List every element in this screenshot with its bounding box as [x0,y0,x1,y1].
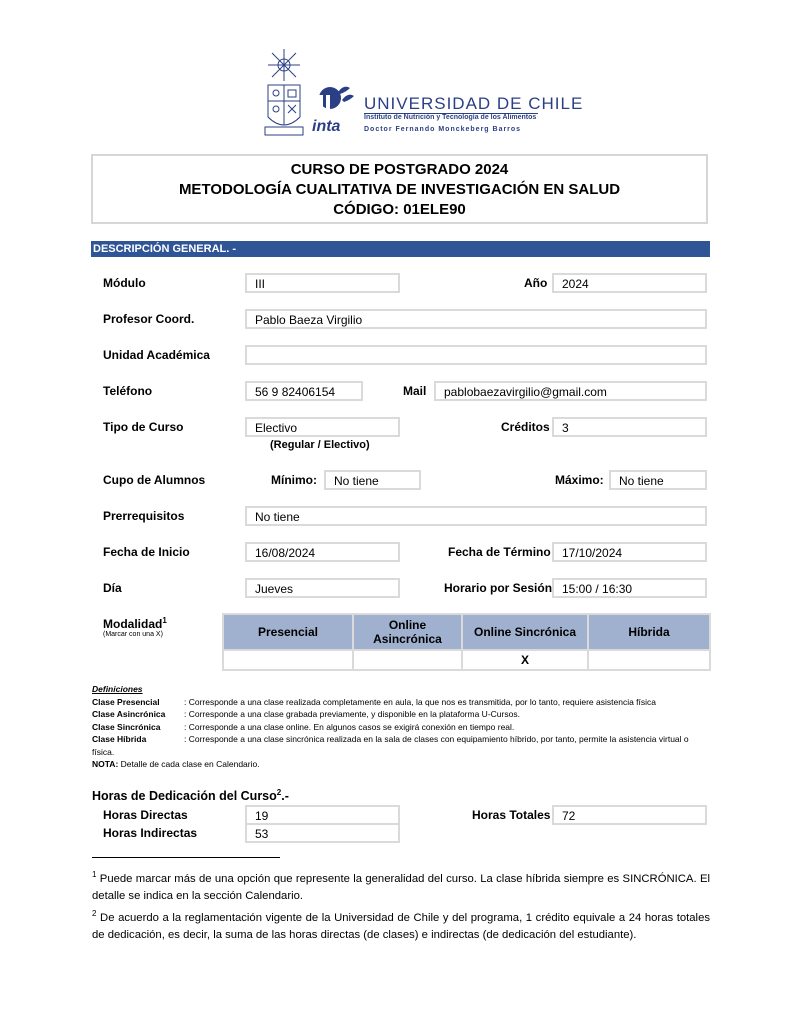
definicion-text: : Corresponde a una clase grabada previamente, y disponible en la plataforma U-Cursos. [184,709,520,719]
footnote-2-number: 2 [92,908,97,918]
definicion-term: Clase Híbrida [92,734,147,744]
definicion-term: Clase Sincrónica [92,721,161,732]
creditos-field[interactable]: 3 [552,417,707,437]
creditos-label: Créditos [501,420,550,434]
modalidad-label [103,616,167,631]
inicio-field[interactable]: 16/08/2024 [245,542,400,562]
modalidad-header-presencial: Presencial [223,614,353,650]
unidad-field[interactable] [245,345,707,365]
nota-label: NOTA: [92,759,119,769]
tipo-field[interactable]: Electivo [245,417,400,437]
definiciones-title: Definiciones [92,684,143,694]
cupo-label: Cupo de Alumnos [103,473,206,487]
definicion-item [92,708,712,721]
modalidad-table [222,613,711,671]
inta-logo-icon [310,82,360,138]
definicion-item [92,696,712,709]
horas-footnote-ref: 2 [276,788,282,797]
university-name: UNIVERSIDAD DE CHILE [364,94,584,113]
dia-label: Día [103,581,122,595]
modalidad-cell-sincronica[interactable]: X [462,650,588,670]
footnote-1-number: 1 [92,870,97,879]
definicion-item [92,721,712,734]
course-title-box [91,154,708,224]
definicion-text: : Corresponde a una clase sincrónica realizada en la sala de clases con equipamiento híbrido, por tanto, permite la asistencia virtual o física. [92,734,689,757]
definiciones-block [92,683,712,771]
definiciones-nota [92,758,712,771]
definicion-text: : Corresponde a una clase online. En algunos casos se exigirá conexión en tiempo real. [184,721,515,732]
modalidad-header-hibrida: Híbrida [588,614,710,650]
university-crest-icon [262,47,306,139]
horas-directas-label: Horas Directas [103,808,188,822]
inta-logo-text: inta [312,118,341,135]
nota-text: Detalle de cada clase en Calendario. [120,759,260,769]
modalidad-header-sincronica: Online Sincrónica [462,614,588,650]
tipo-hint: (Regular / Electivo) [270,439,370,451]
horario-label: Horario por Sesión [444,581,553,595]
inicio-label: Fecha de Inicio [103,545,190,559]
definicion-text: : Corresponde a una clase realizada completamente en aula, la que nos es transmitida, por lo tanto, requiere asistencia física [184,696,657,707]
minimo-label: Mínimo: [271,473,317,487]
horas-title-end: .- [281,789,289,804]
footnote-2-text: De acuerdo a la reglamentación vigente de la Universidad de Chile y del programa, 1 crédito equivale a 24 horas totales de dedicación, es decir, la suma de las horas directas (de clases) e indirectas (de dedicación del estudiante). [92,911,710,941]
termino-label: Fecha de Término [448,545,551,559]
horas-title-text: Horas de Dedicación del Curso [92,789,277,804]
section-header-general: DESCRIPCIÓN GENERAL. - [91,241,710,257]
definicion-term: Clase Asincrónica [92,709,166,719]
footnote-2 [92,905,710,944]
profesor-field[interactable]: Pablo Baeza Virgilio [245,309,707,329]
anio-label: Año [524,276,548,290]
footnotes [92,866,710,944]
course-title-line2: METODOLOGÍA CUALITATIVA DE INVESTIGACIÓN EN SALUD [178,181,621,198]
modalidad-footnote-ref: 1 [162,616,167,625]
horas-title [92,788,289,803]
definicion-term: Clase Presencial [92,696,160,707]
anio-field[interactable]: 2024 [552,273,707,293]
prerreq-field[interactable]: No tiene [245,506,707,526]
modulo-label: Módulo [103,276,146,290]
horario-field[interactable]: 15:00 / 16:30 [552,578,707,598]
dia-field[interactable]: Jueves [245,578,400,598]
horas-totales-label: Horas Totales [472,808,551,822]
maximo-field[interactable]: No tiene [609,470,707,490]
termino-field[interactable]: 17/10/2024 [552,542,707,562]
unidad-label: Unidad Académica [103,348,210,362]
institute-director: Doctor Fernando Monckeberg Barros [364,126,522,133]
maximo-label: Máximo: [555,473,604,487]
mail-field[interactable]: pablobaezavirgilio@gmail.com [434,381,707,401]
horas-indirectas-label: Horas Indirectas [103,826,198,840]
minimo-field[interactable]: No tiene [324,470,421,490]
modalidad-cell-asincronica[interactable] [353,650,462,670]
modalidad-hint: (Marcar con una X) [103,631,163,638]
tipo-label: Tipo de Curso [103,420,184,434]
institute-name: Instituto de Nutrición y Tecnología de los Alimentos [364,114,537,121]
horas-indirectas-field[interactable]: 53 [245,823,400,843]
definicion-item [92,733,712,758]
modulo-field[interactable]: III [245,273,400,293]
footnote-1 [92,866,710,905]
modalidad-cell-presencial[interactable] [223,650,353,670]
course-code: CÓDIGO: 01ELE90 [333,201,466,218]
horas-totales-field[interactable]: 72 [552,805,707,825]
telefono-label: Teléfono [103,384,153,398]
horas-directas-field[interactable]: 19 [245,805,400,825]
footnote-1-text: Puede marcar más de una opción que represente la generalidad del curso. La clase híbrida siempre es SINCRÓNICA. El detalle se indica en la sección Calendario. [92,872,710,902]
modalidad-label-text: Modalidad [103,617,163,631]
footnote-divider [92,857,280,858]
modalidad-cell-hibrida[interactable] [588,650,710,670]
telefono-field[interactable]: 56 9 82406154 [245,381,363,401]
course-title-line1: CURSO DE POSTGRADO 2024 [290,161,509,178]
profesor-label: Profesor Coord. [103,312,195,326]
mail-label: Mail [403,384,427,398]
modalidad-header-asincronica: Online Asincrónica [353,614,462,650]
prerreq-label: Prerrequisitos [103,509,185,523]
